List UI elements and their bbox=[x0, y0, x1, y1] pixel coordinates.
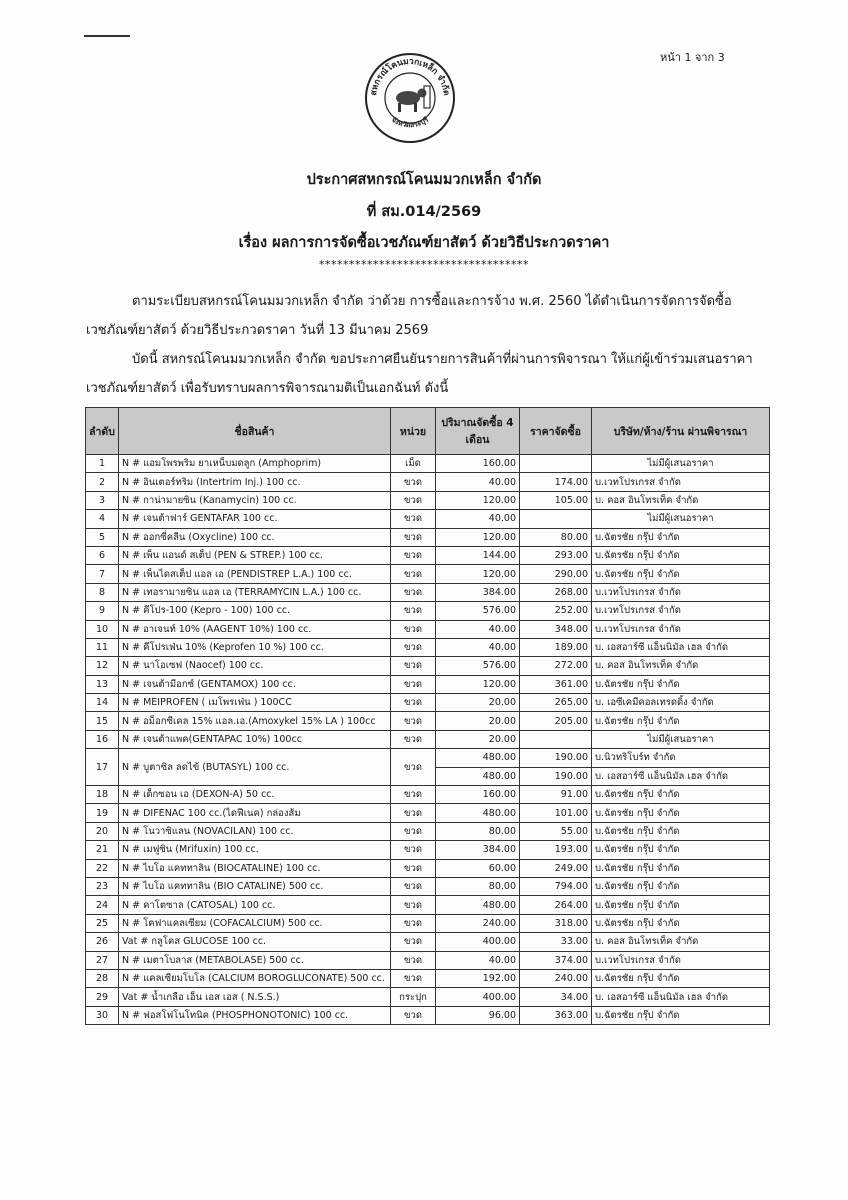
cell-unit: ขวด bbox=[391, 1006, 436, 1024]
cell-price: 318.00 bbox=[520, 914, 592, 932]
cell-product-name: N # นาโอเซฟ (Naocef) 100 cc. bbox=[119, 657, 391, 675]
cell-unit: ขวด bbox=[391, 675, 436, 693]
cell-unit: ขวด bbox=[391, 914, 436, 932]
cell-no: 11 bbox=[86, 638, 119, 656]
cell-price: 105.00 bbox=[520, 491, 592, 509]
cell-unit: กระปุก bbox=[391, 988, 436, 1006]
cell-quantity: 400.00 bbox=[436, 988, 520, 1006]
header-no: ลำดับ bbox=[86, 408, 119, 455]
cell-no: 25 bbox=[86, 914, 119, 932]
table-row bbox=[86, 528, 770, 546]
table-row bbox=[86, 877, 770, 895]
cell-quantity: 192.00 bbox=[436, 969, 520, 987]
cell-quantity: 160.00 bbox=[436, 455, 520, 473]
cell-no: 2 bbox=[86, 473, 119, 491]
cell-vendor: บ.ฉัตรชัย กรุ๊ป จำกัด bbox=[592, 804, 770, 822]
cell-quantity: 80.00 bbox=[436, 822, 520, 840]
cell-unit: ขวด bbox=[391, 749, 436, 786]
table-row bbox=[86, 951, 770, 969]
intro-paragraph: ตามระเบียบสหกรณ์โคนมมวกเหล็ก จำกัด ว่าด้วย การซื้อและการจ้าง พ.ศ. 2560 ได้ดำเนินการจัดการจัดซื้อเวชภัณฑ์ยาสัตว์ ด้วยวิธีประกวดราคา วันที่ 13 มีนาคม 2569 bbox=[86, 294, 732, 338]
table-row bbox=[86, 841, 770, 859]
cell-no: 3 bbox=[86, 491, 119, 509]
cell-no: 26 bbox=[86, 933, 119, 951]
cell-price: 361.00 bbox=[520, 675, 592, 693]
cell-vendor: บ. เอสอาร์ซี แอ็นนิมัล เฮล จำกัด bbox=[592, 988, 770, 1006]
table-row bbox=[86, 602, 770, 620]
cell-no: 5 bbox=[86, 528, 119, 546]
cell-no: 24 bbox=[86, 896, 119, 914]
cell-unit: ขวด bbox=[391, 822, 436, 840]
cell-product-name: Vat # กลูโคส GLUCOSE 100 cc. bbox=[119, 933, 391, 951]
cell-quantity: 80.00 bbox=[436, 877, 520, 895]
cell-product-name: Vat # น้ำเกลือ เอ็น เอส เอส ( N.S.S.) bbox=[119, 988, 391, 1006]
cell-vendor: บ.ฉัตรชัย กรุ๊ป จำกัด bbox=[592, 841, 770, 859]
cell-price: 55.00 bbox=[520, 822, 592, 840]
cell-product-name: N # บูตาซิล ลดไข้ (BUTASYL) 100 cc. bbox=[119, 749, 391, 786]
cell-price: 34.00 bbox=[520, 988, 592, 1006]
cell-quantity: 40.00 bbox=[436, 638, 520, 656]
cell-unit: ขวด bbox=[391, 896, 436, 914]
cell-product-name: N # เด็กซอน เอ (DEXON-A) 50 cc. bbox=[119, 786, 391, 804]
cell-unit: ขวด bbox=[391, 841, 436, 859]
cell-no: 1 bbox=[86, 455, 119, 473]
cell-no: 14 bbox=[86, 694, 119, 712]
cell-unit: ขวด bbox=[391, 712, 436, 730]
cell-quantity: 480.00 bbox=[436, 767, 520, 785]
cell-vendor: บ.เวทโปรเกรส จำกัด bbox=[592, 473, 770, 491]
cell-no: 28 bbox=[86, 969, 119, 987]
cell-product-name: N # เจนต้ามีอกซ์ (GENTAMOX) 100 cc. bbox=[119, 675, 391, 693]
cell-vendor: บ.ฉัตรชัย กรุ๊ป จำกัด bbox=[592, 1006, 770, 1024]
cell-no: 6 bbox=[86, 546, 119, 564]
announcement-title: ประกาศสหกรณ์โคนมมวกเหล็ก จำกัด bbox=[306, 172, 542, 188]
cell-price: 272.00 bbox=[520, 657, 592, 675]
cell-vendor: บ.เวทโปรเกรส จำกัด bbox=[592, 583, 770, 601]
announcement-paragraph: บัดนี้ สหกรณ์โคนมมวกเหล็ก จำกัด ขอประกาศยืนยันรายการสินค้าที่ผ่านการพิจารณา ให้แก่ผู้เข้าร่วมเสนอราคาเวชภัณฑ์ยาสัตว์ เพื่อรับทราบผลการพิจารณามติเป็นเอกฉันท์ ดังนี้ bbox=[86, 352, 753, 396]
top-dash-mark bbox=[84, 35, 130, 37]
cell-quantity: 480.00 bbox=[436, 896, 520, 914]
table-row bbox=[86, 565, 770, 583]
cell-product-name: N # แอมโพรพริม ยาเหน็บมดลูก (Amphoprim) bbox=[119, 455, 391, 473]
cell-quantity: 160.00 bbox=[436, 786, 520, 804]
cell-quantity: 384.00 bbox=[436, 583, 520, 601]
cell-quantity: 120.00 bbox=[436, 565, 520, 583]
table-row bbox=[86, 694, 770, 712]
cell-product-name: N # โคฟาแคลเซียม (COFACALCIUM) 500 cc. bbox=[119, 914, 391, 932]
table-row bbox=[86, 675, 770, 693]
document-subject: เรื่อง ผลการการจัดซื้อเวชภัณฑ์ยาสัตว์ ด้วยวิธีประกวดราคา bbox=[238, 235, 610, 251]
table-row bbox=[86, 786, 770, 804]
cell-price: 293.00 bbox=[520, 546, 592, 564]
cell-price bbox=[520, 455, 592, 473]
cell-product-name: N # เมตาโบลาส (METABOLASE) 500 cc. bbox=[119, 951, 391, 969]
cell-product-name: N # กาน่ามายซิน (Kanamycin) 100 cc. bbox=[119, 491, 391, 509]
cell-no: 4 bbox=[86, 510, 119, 528]
table-row bbox=[86, 712, 770, 730]
cell-unit: ขวด bbox=[391, 638, 436, 656]
cell-unit: ขวด bbox=[391, 859, 436, 877]
cell-vendor: บ.ฉัตรชัย กรุ๊ป จำกัด bbox=[592, 877, 770, 895]
cell-price: 205.00 bbox=[520, 712, 592, 730]
cell-price bbox=[520, 510, 592, 528]
cell-quantity: 576.00 bbox=[436, 602, 520, 620]
cell-unit: ขวด bbox=[391, 602, 436, 620]
cell-unit: ขวด bbox=[391, 877, 436, 895]
svg-text:จังหวัดสระบุรี bbox=[390, 116, 430, 130]
header-vendor: บริษัท/ห้าง/ร้าน ผ่านพิจารณา bbox=[592, 408, 770, 455]
cell-vendor: บ. เอสอาร์ซี แอ็นนิมัล เฮล จำกัด bbox=[592, 638, 770, 656]
table-row bbox=[86, 638, 770, 656]
header-price: ราคาจัดซื้อ bbox=[520, 408, 592, 455]
cell-price: 80.00 bbox=[520, 528, 592, 546]
svg-text:สหกรณ์โคนมวกเหล็ก จำกัด bbox=[369, 57, 451, 97]
cell-quantity: 40.00 bbox=[436, 620, 520, 638]
cell-unit: ขวด bbox=[391, 491, 436, 509]
cell-vendor: บ.ฉัตรชัย กรุ๊ป จำกัด bbox=[592, 565, 770, 583]
cell-quantity: 120.00 bbox=[436, 491, 520, 509]
cell-product-name: N # DIFENAC 100 cc.(ไดฟีเนค) กล่องส้ม bbox=[119, 804, 391, 822]
cell-vendor: บ. คอส อินโทรเท็ค จำกัด bbox=[592, 933, 770, 951]
cell-unit: ขวด bbox=[391, 951, 436, 969]
cell-vendor: บ.เวทโปรเกรส จำกัด bbox=[592, 620, 770, 638]
cell-product-name: N # อม็อกซีเคล 15% แอล.เอ.(Amoxykel 15% LA ) 100cc bbox=[119, 712, 391, 730]
cell-no: 21 bbox=[86, 841, 119, 859]
cell-quantity: 480.00 bbox=[436, 749, 520, 767]
table-body bbox=[86, 455, 770, 1025]
table-header-row bbox=[86, 408, 770, 455]
cell-unit: ขวด bbox=[391, 969, 436, 987]
cell-price: 101.00 bbox=[520, 804, 592, 822]
cell-no: 8 bbox=[86, 583, 119, 601]
cell-price: 252.00 bbox=[520, 602, 592, 620]
cell-unit: ขวด bbox=[391, 730, 436, 748]
table-row bbox=[86, 730, 770, 748]
cell-product-name: N # ไบโอ แคททาลิน (BIO CATALINE) 500 cc. bbox=[119, 877, 391, 895]
table-row bbox=[86, 859, 770, 877]
table-row bbox=[86, 583, 770, 601]
cell-price: 91.00 bbox=[520, 786, 592, 804]
cell-quantity: 120.00 bbox=[436, 528, 520, 546]
cell-vendor: บ.ฉัตรชัย กรุ๊ป จำกัด bbox=[592, 786, 770, 804]
cell-product-name: N # อาเจนท์ 10% (AAGENT 10%) 100 cc. bbox=[119, 620, 391, 638]
cell-price: 249.00 bbox=[520, 859, 592, 877]
cell-product-name: N # คาโตซาล (CATOSAL) 100 cc. bbox=[119, 896, 391, 914]
cell-no: 7 bbox=[86, 565, 119, 583]
page-number: หน้า 1 จาก 3 bbox=[660, 51, 725, 64]
table-row bbox=[86, 896, 770, 914]
cell-quantity: 20.00 bbox=[436, 730, 520, 748]
cell-quantity: 40.00 bbox=[436, 951, 520, 969]
cell-quantity: 576.00 bbox=[436, 657, 520, 675]
cell-vendor: บ.ฉัตรชัย กรุ๊ป จำกัด bbox=[592, 546, 770, 564]
cell-price: 268.00 bbox=[520, 583, 592, 601]
cell-price: 33.00 bbox=[520, 933, 592, 951]
table-row bbox=[86, 620, 770, 638]
cell-price: 794.00 bbox=[520, 877, 592, 895]
cell-unit: ขวด bbox=[391, 933, 436, 951]
table-row bbox=[86, 804, 770, 822]
cell-price: 290.00 bbox=[520, 565, 592, 583]
cell-product-name: N # ฟอสโฟโนโทนิค (PHOSPHONOTONIC) 100 cc. bbox=[119, 1006, 391, 1024]
table-row bbox=[86, 933, 770, 951]
cell-product-name: N # เพ็น แอนด์ สเต็ป (PEN & STREP.) 100 cc. bbox=[119, 546, 391, 564]
cell-no: 27 bbox=[86, 951, 119, 969]
header-product-name: ชื่อสินค้า bbox=[119, 408, 391, 455]
cell-vendor: บ.ฉัตรชัย กรุ๊ป จำกัด bbox=[592, 712, 770, 730]
results-table bbox=[85, 407, 770, 1025]
cell-no: 23 bbox=[86, 877, 119, 895]
cell-vendor: บ.ฉัตรชัย กรุ๊ป จำกัด bbox=[592, 896, 770, 914]
cell-quantity: 96.00 bbox=[436, 1006, 520, 1024]
cell-no: 30 bbox=[86, 1006, 119, 1024]
cell-price: 174.00 bbox=[520, 473, 592, 491]
table-row bbox=[86, 473, 770, 491]
cell-no: 16 bbox=[86, 730, 119, 748]
cell-product-name: N # ออกซี่คลีน (Oxycline) 100 cc. bbox=[119, 528, 391, 546]
table-row bbox=[86, 510, 770, 528]
cell-price: 348.00 bbox=[520, 620, 592, 638]
cell-unit: ขวด bbox=[391, 804, 436, 822]
cell-vendor: ไม่มีผู้เสนอราคา bbox=[592, 455, 770, 473]
cell-unit: ขวด bbox=[391, 565, 436, 583]
cell-unit: ขวด bbox=[391, 528, 436, 546]
cell-price: 193.00 bbox=[520, 841, 592, 859]
table-row bbox=[86, 491, 770, 509]
table-row bbox=[86, 1006, 770, 1024]
cell-vendor: บ.ฉัตรชัย กรุ๊ป จำกัด bbox=[592, 675, 770, 693]
separator-stars: *********************************** bbox=[319, 258, 529, 271]
table-row bbox=[86, 455, 770, 473]
cell-no: 10 bbox=[86, 620, 119, 638]
cell-vendor: ไม่มีผู้เสนอราคา bbox=[592, 510, 770, 528]
cell-no: 13 bbox=[86, 675, 119, 693]
cell-product-name: N # MEIPROFEN ( เมโพรเฟ่น ) 100CC bbox=[119, 694, 391, 712]
cell-vendor: บ.นิวทริโบร์ท จำกัด bbox=[592, 749, 770, 767]
cell-unit: ขวด bbox=[391, 510, 436, 528]
header-quantity: ปริมาณจัดซื้อ 4 เดือน bbox=[436, 408, 520, 455]
cell-no: 17 bbox=[86, 749, 119, 786]
cell-price: 264.00 bbox=[520, 896, 592, 914]
cell-unit: ขวด bbox=[391, 620, 436, 638]
table-row bbox=[86, 914, 770, 932]
cell-no: 9 bbox=[86, 602, 119, 620]
seal-ring-text: สหกรณ์โคนมวกเหล็ก จำกัด bbox=[369, 56, 451, 97]
cell-unit: ขวด bbox=[391, 583, 436, 601]
cell-price: 240.00 bbox=[520, 969, 592, 987]
cell-product-name: N # เพ็นไดสเต็ป แอล เอ (PENDISTREP L.A.) 100 cc. bbox=[119, 565, 391, 583]
cell-vendor: บ.ฉัตรชัย กรุ๊ป จำกัด bbox=[592, 822, 770, 840]
cell-unit: ขวด bbox=[391, 786, 436, 804]
cell-no: 12 bbox=[86, 657, 119, 675]
cell-price: 190.00 bbox=[520, 749, 592, 767]
cell-price: 374.00 bbox=[520, 951, 592, 969]
cell-vendor: บ. เอสอาร์ซี แอ็นนิมัล เฮล จำกัด bbox=[592, 767, 770, 785]
cell-no: 19 bbox=[86, 804, 119, 822]
cell-vendor: บ.ฉัตรชัย กรุ๊ป จำกัด bbox=[592, 914, 770, 932]
cell-product-name: N # เจนต้าฟาร์ GENTAFAR 100 cc. bbox=[119, 510, 391, 528]
cell-product-name: N # ไบโอ แคททาลิน (BIOCATALINE) 100 cc. bbox=[119, 859, 391, 877]
cell-no: 29 bbox=[86, 988, 119, 1006]
cell-vendor: บ.ฉัตรชัย กรุ๊ป จำกัด bbox=[592, 859, 770, 877]
cell-vendor: บ. คอส อินโทรเท็ค จำกัด bbox=[592, 657, 770, 675]
cell-product-name: N # เทอรามายซิน แอล เอ (TERRAMYCIN L.A.) 100 cc. bbox=[119, 583, 391, 601]
cell-vendor: บ. เอซีเคมีคอลเทรดดิ้ง จำกัด bbox=[592, 694, 770, 712]
cell-product-name: N # คีโปร-100 (Kepro - 100) 100 cc. bbox=[119, 602, 391, 620]
cell-quantity: 60.00 bbox=[436, 859, 520, 877]
cell-quantity: 400.00 bbox=[436, 933, 520, 951]
cell-vendor: บ. คอส อินโทรเท็ค จำกัด bbox=[592, 491, 770, 509]
table-row bbox=[86, 822, 770, 840]
cell-quantity: 240.00 bbox=[436, 914, 520, 932]
cell-product-name: N # โนวาซิแลน (NOVACILAN) 100 cc. bbox=[119, 822, 391, 840]
cell-no: 15 bbox=[86, 712, 119, 730]
cell-vendor: ไม่มีผู้เสนอราคา bbox=[592, 730, 770, 748]
cell-product-name: N # แคลเซียมโบโล (CALCIUM BOROGLUCONATE) 500 cc. bbox=[119, 969, 391, 987]
cell-unit: ขวด bbox=[391, 694, 436, 712]
cell-unit: เม็ด bbox=[391, 455, 436, 473]
cell-product-name: N # เมฟูซิน (Mrifuxin) 100 cc. bbox=[119, 841, 391, 859]
cell-price: 363.00 bbox=[520, 1006, 592, 1024]
cell-vendor: บ.เวทโปรเกรส จำกัด bbox=[592, 951, 770, 969]
cell-product-name: N # เจนต้าแพค(GENTAPAC 10%) 100cc bbox=[119, 730, 391, 748]
cell-price: 189.00 bbox=[520, 638, 592, 656]
cooperative-seal-icon bbox=[364, 52, 456, 144]
table-row bbox=[86, 749, 770, 767]
cell-vendor: บ.เวทโปรเกรส จำกัด bbox=[592, 602, 770, 620]
cell-price: 190.00 bbox=[520, 767, 592, 785]
cell-vendor: บ.ฉัตรชัย กรุ๊ป จำกัด bbox=[592, 528, 770, 546]
cell-quantity: 480.00 bbox=[436, 804, 520, 822]
cell-quantity: 144.00 bbox=[436, 546, 520, 564]
cell-unit: ขวด bbox=[391, 473, 436, 491]
cell-vendor: บ.ฉัตรชัย กรุ๊ป จำกัด bbox=[592, 969, 770, 987]
cell-price: 265.00 bbox=[520, 694, 592, 712]
cell-quantity: 20.00 bbox=[436, 712, 520, 730]
cell-product-name: N # คีโปรเฟ่น 10% (Keprofen 10 %) 100 cc. bbox=[119, 638, 391, 656]
table-row bbox=[86, 969, 770, 987]
cell-product-name: N # อินเตอร์ทริม (Intertrim Inj.) 100 cc. bbox=[119, 473, 391, 491]
cell-unit: ขวด bbox=[391, 546, 436, 564]
document-number: ที่ สม.014/2569 bbox=[366, 204, 482, 220]
table-row bbox=[86, 657, 770, 675]
cell-quantity: 20.00 bbox=[436, 694, 520, 712]
cell-no: 22 bbox=[86, 859, 119, 877]
seal-bottom-text: จังหวัดสระบุรี bbox=[389, 115, 431, 130]
cell-no: 20 bbox=[86, 822, 119, 840]
cell-unit: ขวด bbox=[391, 657, 436, 675]
table-row bbox=[86, 546, 770, 564]
cell-quantity: 120.00 bbox=[436, 675, 520, 693]
cell-quantity: 40.00 bbox=[436, 510, 520, 528]
cell-price bbox=[520, 730, 592, 748]
cell-quantity: 384.00 bbox=[436, 841, 520, 859]
header-unit: หน่วย bbox=[391, 408, 436, 455]
cell-quantity: 40.00 bbox=[436, 473, 520, 491]
table-row bbox=[86, 988, 770, 1006]
cell-no: 18 bbox=[86, 786, 119, 804]
